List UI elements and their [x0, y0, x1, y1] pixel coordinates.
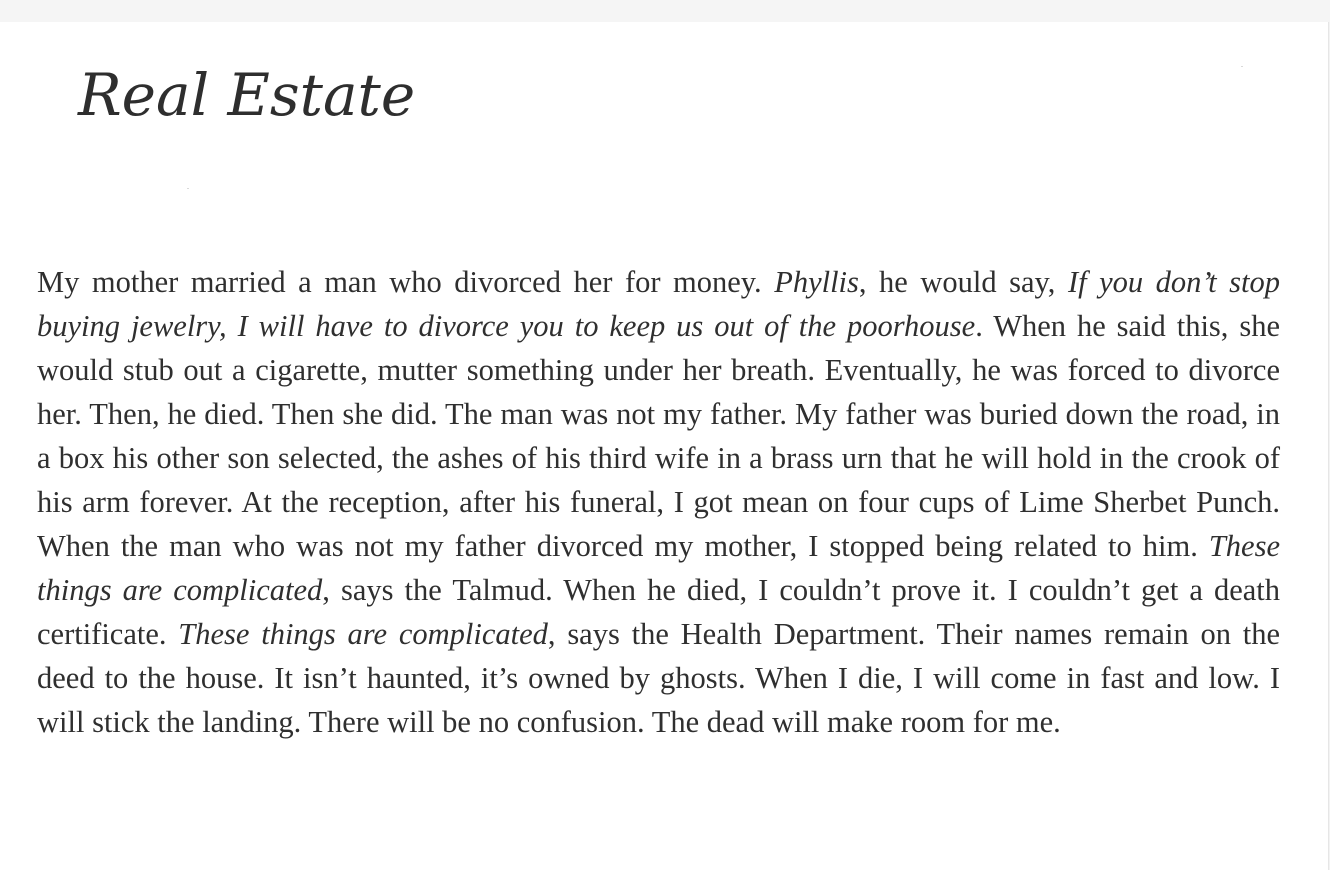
page-speck: [187, 188, 189, 189]
text-segment: My mother married a man who divorced her for money.: [37, 265, 775, 299]
italic-segment: Phyllis: [774, 265, 859, 299]
document-page: [0, 22, 1329, 870]
poem-body: [37, 260, 1280, 744]
text-segment: , says the Health Department. Their names remain on the deed to the house. It isn’t haunted, it’s owned by ghosts. When I die, I will come in fast and low. I will stick the landing. There will be no confusion. The dead will make room for me.: [37, 617, 1280, 739]
poem-title: Real Estate: [78, 61, 416, 129]
top-bar: [0, 0, 1330, 22]
italic-segment: These things are complicated: [178, 617, 548, 651]
italic-segment: These things are complicated: [37, 529, 1280, 607]
italic-segment: If you don’t stop buying jewelry, I will have to divorce you to keep us out of the poorhouse: [37, 265, 1280, 343]
text-segment: , he would say,: [858, 265, 1068, 299]
page-speck: [1241, 66, 1243, 67]
text-segment: . When he said this, she would stub out a cigarette, mutter something under her breath. Eventually, he was forced to divorce her. Then, he died. Then she did. The man was not my father. My father was buried down the road, in a box his other son selected, the ashes of his third wife in a brass urn that he will hold in the crook of his arm forever. At the reception, after his funeral, I got mean on four cups of Lime Sherbet Punch. When the man who was not my father divorced my mother, I stopped being related to him.: [37, 309, 1280, 563]
text-segment: , says the Talmud. When he died, I couldn’t prove it. I couldn’t get a death certificate.: [37, 573, 1280, 651]
